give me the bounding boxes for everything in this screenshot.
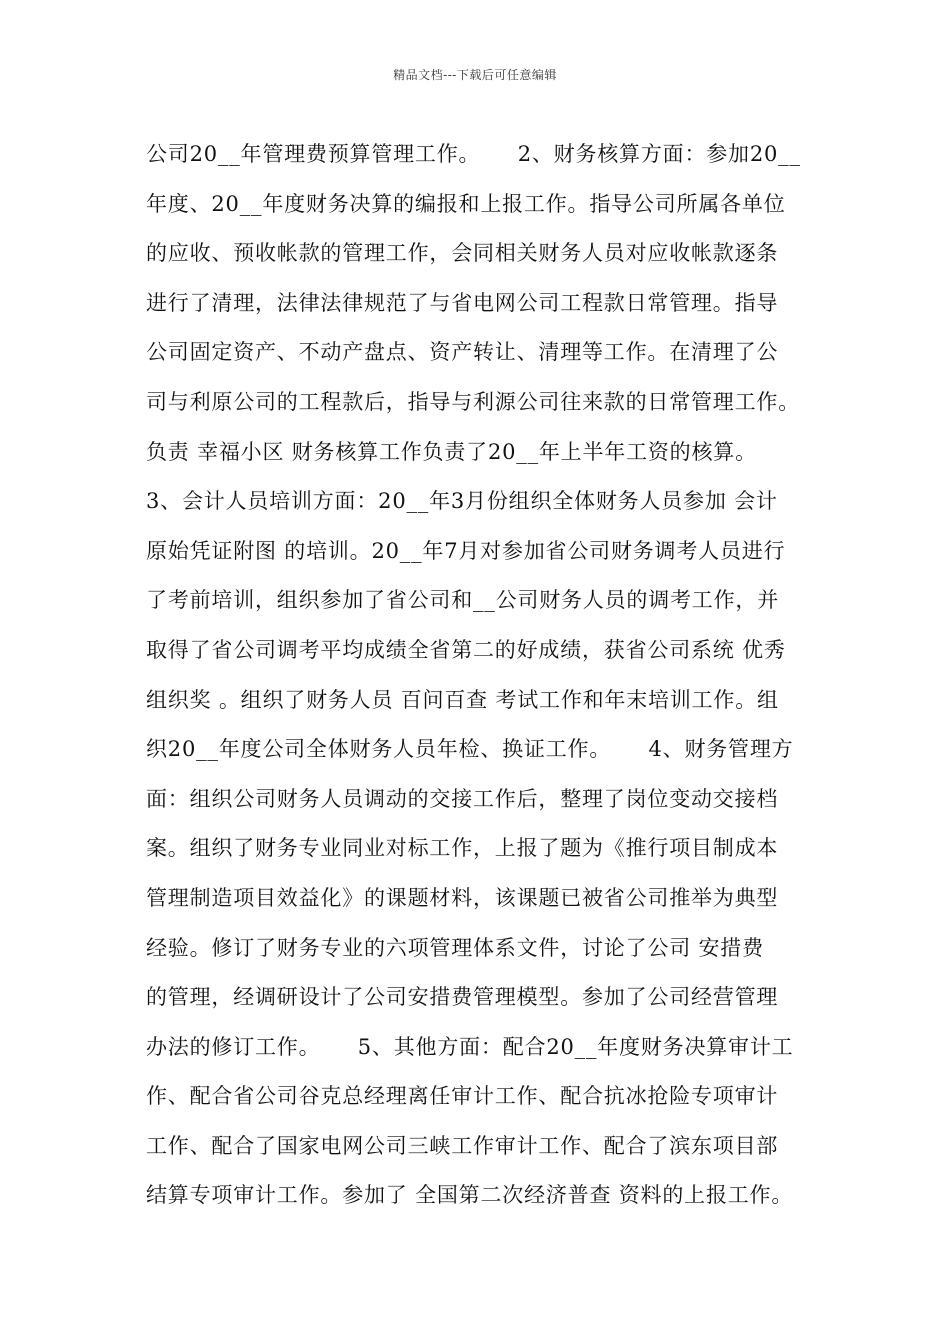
- text-line: 年度、20__年度财务决算的编报和上报工作。指导公司所属各单位: [146, 191, 786, 216]
- text-line: 的管理，经调研设计了公司安措费管理模型。参加了公司经营管理: [146, 985, 779, 1010]
- text-line: 管理制造项目效益化》的课题材料，该课题已被省公司推举为典型: [146, 885, 779, 910]
- text-line: 负责 幸福小区 财务核算工作负责了20__年上半年工资的核算。: [146, 439, 757, 464]
- text-line: 公司20__年管理费预算管理工作。 2、财务核算方面：参加20__: [146, 142, 801, 166]
- text-line: 经验。修订了财务专业的六项管理体系文件，讨论了公司 安措费: [146, 935, 764, 960]
- text-line: 的应收、预收帐款的管理工作，会同相关财务人员对应收帐款逐条: [146, 241, 779, 266]
- text-line: 作、配合省公司谷克总经理离任审计工作、配合抗冰抢险专项审计: [146, 1084, 779, 1109]
- text-line: 织20__年度公司全体财务人员年检、换证工作。 4、财务管理方: [146, 737, 794, 762]
- text-line: 3、会计人员培训方面：20__年3月份组织全体财务人员参加 会计: [146, 489, 778, 514]
- text-line: 案。组织了财务专业同业对标工作，上报了题为《推行项目制成本: [146, 836, 779, 861]
- document-body: [146, 130, 826, 1221]
- text-line: 结算专项审计工作。参加了 全国第二次经济普查 资料的上报工作。: [146, 1183, 794, 1208]
- text-line: 工作、配合了国家电网公司三峡工作审计工作、配合了滨东项目部: [146, 1133, 779, 1158]
- text-line: 办法的修订工作。 5、其他方面：配合20__年度财务决算审计工: [146, 1034, 794, 1059]
- page-header: 精品文档---下载后可任意编辑: [393, 68, 557, 82]
- text-line: 面：组织公司财务人员调动的交接工作后，整理了岗位变动交接档: [146, 786, 779, 811]
- text-line: 公司固定资产、不动产盘点、资产转让、清理等工作。在清理了公: [146, 340, 779, 365]
- text-line: 组织奖 。组织了财务人员 百问百查 考试工作和年末培训工作。组: [146, 687, 779, 712]
- text-line: 司与利原公司的工程款后，指导与利源公司往来款的日常管理工作。: [146, 389, 800, 414]
- text-line: 取得了省公司调考平均成绩全省第二的好成绩，获省公司系统 优秀: [146, 637, 786, 662]
- text-line: 了考前培训，组织参加了省公司和__公司财务人员的调考工作，并: [146, 588, 779, 613]
- text-line: 原始凭证附图 的培训。20__年7月对参加省公司财务调考人员进行: [146, 538, 786, 563]
- text-line: 进行了清理，法律法律规范了与省电网公司工程款日常管理。指导: [146, 290, 779, 315]
